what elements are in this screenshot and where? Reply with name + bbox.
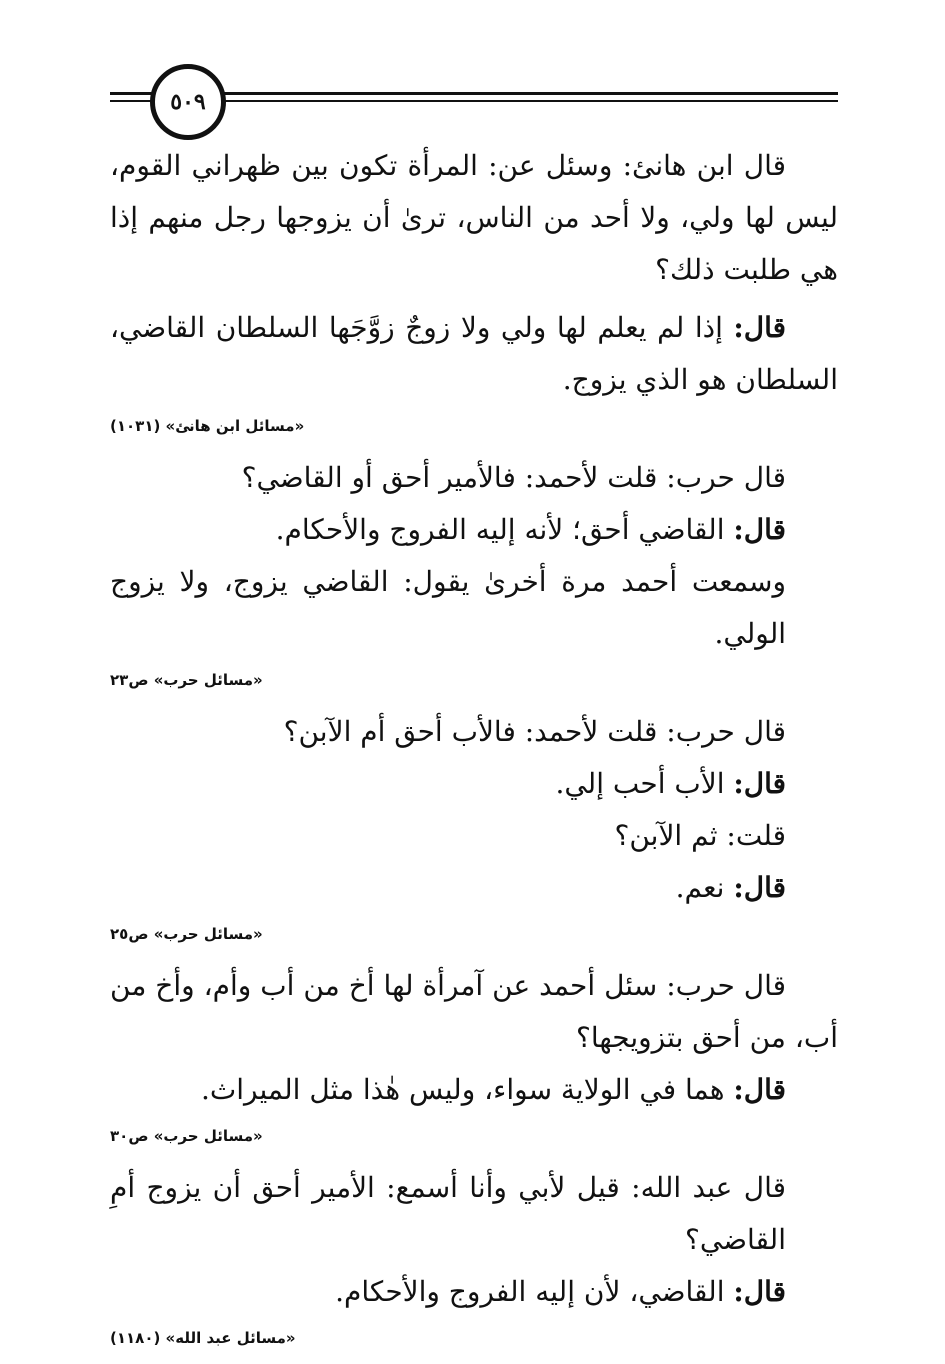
- answer-label: قال:: [733, 1073, 786, 1106]
- paragraph-statement: وسمعت أحمد مرة أخرىٰ يقول: القاضي يزوج، ولا يزوج الولي.: [110, 565, 786, 650]
- paragraph-question: قال حرب: قلت لأحمد: فالأمير أحق أو القاضي؟: [241, 461, 786, 494]
- page-header: [110, 58, 838, 138]
- source-citation: «مسائل حرب» ص٢٣: [110, 671, 263, 689]
- paragraph-question: قال عبد الله: قيل لأبي وأنا أسمع: الأمير أحق أن يزوج أمِ القاضي؟: [110, 1171, 786, 1256]
- answer-label: قال:: [733, 513, 786, 546]
- paragraph-question: قال حرب: قلت لأحمد: فالأب أحق أم الآبن؟: [283, 715, 786, 748]
- paragraph-answer: قال: هما في الولاية سواء، وليس هٰذا مثل الميراث.: [200, 1073, 786, 1106]
- paragraph-question: قلت: ثم الآبن؟: [614, 819, 786, 852]
- page-body: [110, 140, 838, 1364]
- answer-label: قال:: [733, 871, 786, 904]
- answer-label: قال:: [733, 767, 786, 800]
- source-citation: «مسائل حرب» ص٢٥: [110, 925, 263, 943]
- paragraph-question: قال ابن هانئ: وسئل عن: المرأة تكون بين ظهراني القوم، ليس لها ولي، ولا أحد من الناس، ترىٰ أن يزوجها رجل منهم إذا هي طلبت ذلك؟: [110, 149, 838, 286]
- answer-label: قال:: [733, 1275, 786, 1308]
- paragraph-answer: قال: نعم.: [675, 871, 786, 904]
- paragraph-answer: قال: القاضي أحق؛ لأنه إليه الفروج والأحكام.: [275, 513, 786, 546]
- paragraph-answer: قال: إذا لم يعلم لها ولي ولا زوجٌ زوَّجَها السلطان القاضي، السلطان هو الذي يزوج.: [110, 311, 838, 396]
- source-citation: «مسائل عبد الله» (١١٨٠): [110, 1329, 296, 1347]
- page-number-badge: [150, 64, 226, 140]
- paragraph-answer: قال: القاضي، لأن إليه الفروج والأحكام.: [335, 1275, 786, 1308]
- answer-label: قال:: [733, 311, 786, 344]
- source-citation: «مسائل ابن هانئ» (١٠٣١): [110, 417, 305, 435]
- page-number: ٥٠٩: [170, 89, 206, 115]
- paragraph-answer: قال: الأب أحب إلي.: [555, 767, 786, 800]
- paragraph-question: قال حرب: سئل أحمد عن آمرأة لها أخ من أب وأم، وأخ من أب، من أحق بتزويجها؟: [110, 969, 838, 1054]
- source-citation: «مسائل حرب» ص٣٠: [110, 1127, 263, 1145]
